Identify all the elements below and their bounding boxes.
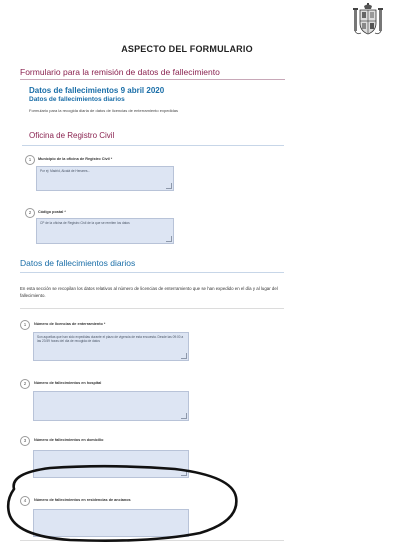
section-divider bbox=[22, 145, 284, 146]
question-label-codigo-postal: Código postal * bbox=[38, 210, 66, 214]
divider bbox=[20, 308, 284, 309]
resize-handle-icon[interactable] bbox=[181, 470, 187, 476]
codigo-postal-input[interactable] bbox=[36, 218, 174, 244]
resize-handle-icon[interactable] bbox=[166, 183, 172, 189]
question-number: 1 bbox=[20, 320, 30, 330]
licencias-input[interactable] bbox=[33, 332, 189, 361]
section-intro: En esta sección se recopilan los datos relativos al número de licencias de enterramiento que se han expedido en el día y al lugar del fallecimiento. bbox=[20, 286, 278, 298]
hospital-input[interactable] bbox=[33, 391, 189, 421]
municipio-placeholder: Por ej: Madrid, Alcalá de Henares... bbox=[40, 169, 91, 173]
licencias-placeholder: Son aquellas que han sido expedidas durante el plazo de vigencia de esta encuesta. Desde las 09:00 a las 23:59 horas del día de recogida de datos bbox=[37, 335, 184, 344]
banner-divider bbox=[20, 79, 285, 80]
divider bbox=[20, 540, 284, 541]
question-number: 4 bbox=[20, 496, 30, 506]
coat-of-arms-icon bbox=[353, 3, 383, 37]
codigo-postal-placeholder: CP de la oficina de Registro Civil de la que se remiten los datos bbox=[40, 221, 130, 225]
section-title-fallecimientos: Datos de fallecimientos diarios bbox=[20, 258, 136, 268]
residencias-input[interactable] bbox=[33, 509, 189, 537]
question-number: 3 bbox=[20, 436, 30, 446]
section-divider bbox=[20, 272, 284, 273]
question-number: 1 bbox=[25, 155, 35, 165]
municipio-input[interactable] bbox=[36, 166, 174, 191]
resize-handle-icon[interactable] bbox=[181, 353, 187, 359]
question-number: 2 bbox=[20, 379, 30, 389]
resize-handle-icon[interactable] bbox=[181, 413, 187, 419]
question-label-municipio: Municipio de la oficina de Registro Civil * bbox=[38, 157, 113, 161]
section-title-registro: Oficina de Registro Civil bbox=[29, 131, 115, 140]
domicilio-input[interactable] bbox=[33, 450, 189, 478]
question-label-residencias: Número de fallecimientos en residencias de ancianos bbox=[34, 498, 131, 502]
form-banner: Formulario para la remisión de datos de fallecimiento bbox=[20, 67, 220, 77]
question-label-hospital: Número de fallecimientos en hospital bbox=[34, 381, 102, 385]
form-subtitle: Datos de fallecimientos diarios bbox=[29, 96, 125, 103]
resize-handle-icon[interactable] bbox=[166, 236, 172, 242]
form-description: Formulario para la recogida diaria de datos de licencias de enterramiento expedidas bbox=[29, 108, 178, 113]
question-label-licencias: Número de licencias de enterramiento * bbox=[34, 322, 106, 326]
form-title: Datos de fallecimientos 9 abril 2020 bbox=[29, 86, 165, 95]
question-number: 2 bbox=[25, 208, 35, 218]
question-label-domicilio: Número de fallecimientos en domicilio bbox=[34, 438, 104, 442]
document-heading: ASPECTO DEL FORMULARIO bbox=[121, 44, 253, 54]
